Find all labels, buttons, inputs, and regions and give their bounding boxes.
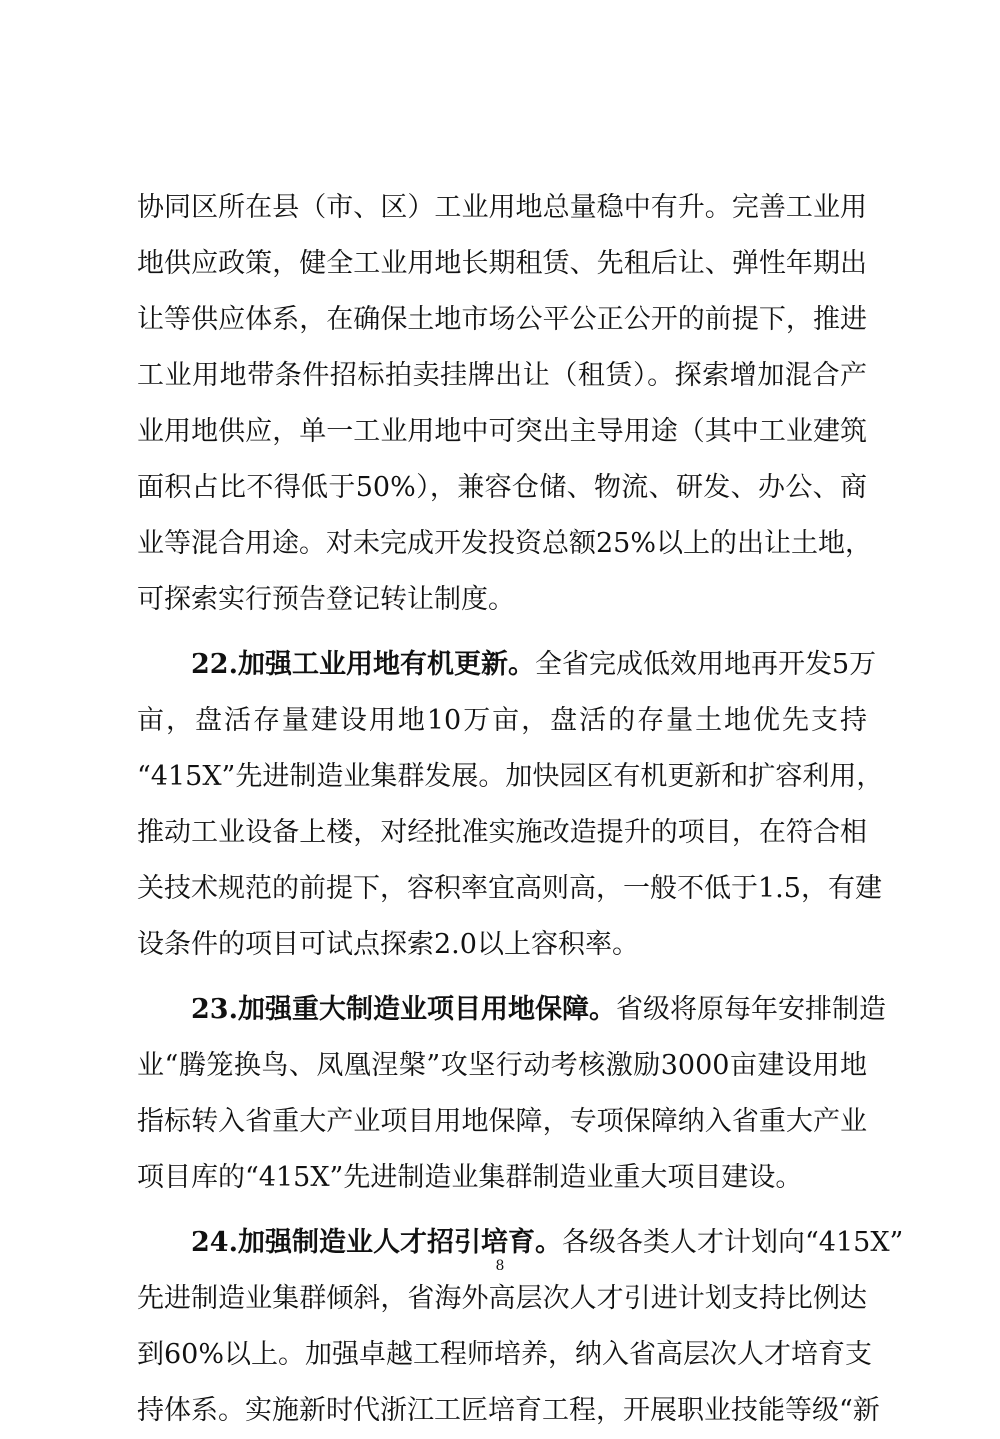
text-span: 各级各类人才计划向“415X” bbox=[561, 1227, 904, 1258]
text-line: 可探索实行预告登记转让制度。 bbox=[137, 584, 515, 615]
text-line: 指标转入省重大产业项目用地保障，专项保障纳入省重大产业 bbox=[137, 1106, 867, 1137]
text-line: 让等供应体系，在确保土地市场公平公正公开的前提下，推进 bbox=[137, 304, 867, 335]
text-line: 到60%以上。加强卓越工程师培养，纳入省高层次人才培育支 bbox=[137, 1339, 873, 1370]
text-line: 地供应政策，健全工业用地长期租赁、先租后让、弹性年期出 bbox=[137, 248, 867, 279]
text-line bbox=[137, 982, 886, 1038]
text-line: 工业用地带条件招标拍卖挂牌出让（租赁）。探索增加混合产 bbox=[137, 360, 867, 391]
text-line: 推动工业设备上楼，对经批准实施改造提升的项目，在符合相 bbox=[137, 817, 867, 848]
body-text bbox=[137, 180, 904, 1439]
page-number: 8 bbox=[495, 1258, 505, 1274]
text-line: 持体系。实施新时代浙江工匠培育工程，开展职业技能等级“新 bbox=[137, 1395, 880, 1426]
text-span: 省级将原每年安排制造 bbox=[615, 994, 886, 1025]
text-line: 项目库的“415X”先进制造业集群制造业重大项目建设。 bbox=[137, 1162, 803, 1193]
text-line: 业用地供应，单一工业用地中可突出主导用途（其中工业建筑 bbox=[137, 416, 867, 447]
paragraph-item-23 bbox=[137, 982, 886, 1206]
text-line: 业“腾笼换鸟、凤凰涅槃”攻坚行动考核激励3000亩建设用地 bbox=[137, 1050, 867, 1081]
paragraph-item-22 bbox=[137, 637, 884, 973]
text-line: 协同区所在县（市、区）工业用地总量稳中有升。完善工业用 bbox=[137, 192, 867, 223]
paragraph-heading: 23.加强重大制造业项目用地保障。 bbox=[191, 994, 616, 1025]
paragraph-heading: 24.加强制造业人才招引培育。 bbox=[191, 1227, 562, 1258]
text-line: 先进制造业集群倾斜，省海外高层次人才引进计划支持比例达 bbox=[137, 1283, 867, 1314]
text-span: 全省完成低效用地再开发5万 bbox=[534, 649, 877, 680]
text-line: 亩，盘活存量建设用地10万亩，盘活的存量土地优先支持 bbox=[137, 705, 867, 736]
paragraph-item-24 bbox=[137, 1215, 904, 1439]
text-line: “415X”先进制造业集群发展。加快园区有机更新和扩容利用， bbox=[137, 761, 884, 792]
text-line: 设条件的项目可试点探索2.0以上容积率。 bbox=[137, 929, 639, 960]
text-line: 面积占比不得低于50%），兼容仓储、物流、研发、办公、商 bbox=[137, 472, 867, 503]
text-line bbox=[137, 637, 877, 693]
paragraph-continuation bbox=[137, 180, 873, 628]
text-line: 关技术规范的前提下，容积率宜高则高，一般不低于1.5，有建 bbox=[137, 873, 882, 904]
text-line: 业等混合用途。对未完成开发投资总额25%以上的出让土地， bbox=[137, 528, 873, 559]
paragraph-heading: 22.加强工业用地有机更新。 bbox=[191, 649, 535, 680]
